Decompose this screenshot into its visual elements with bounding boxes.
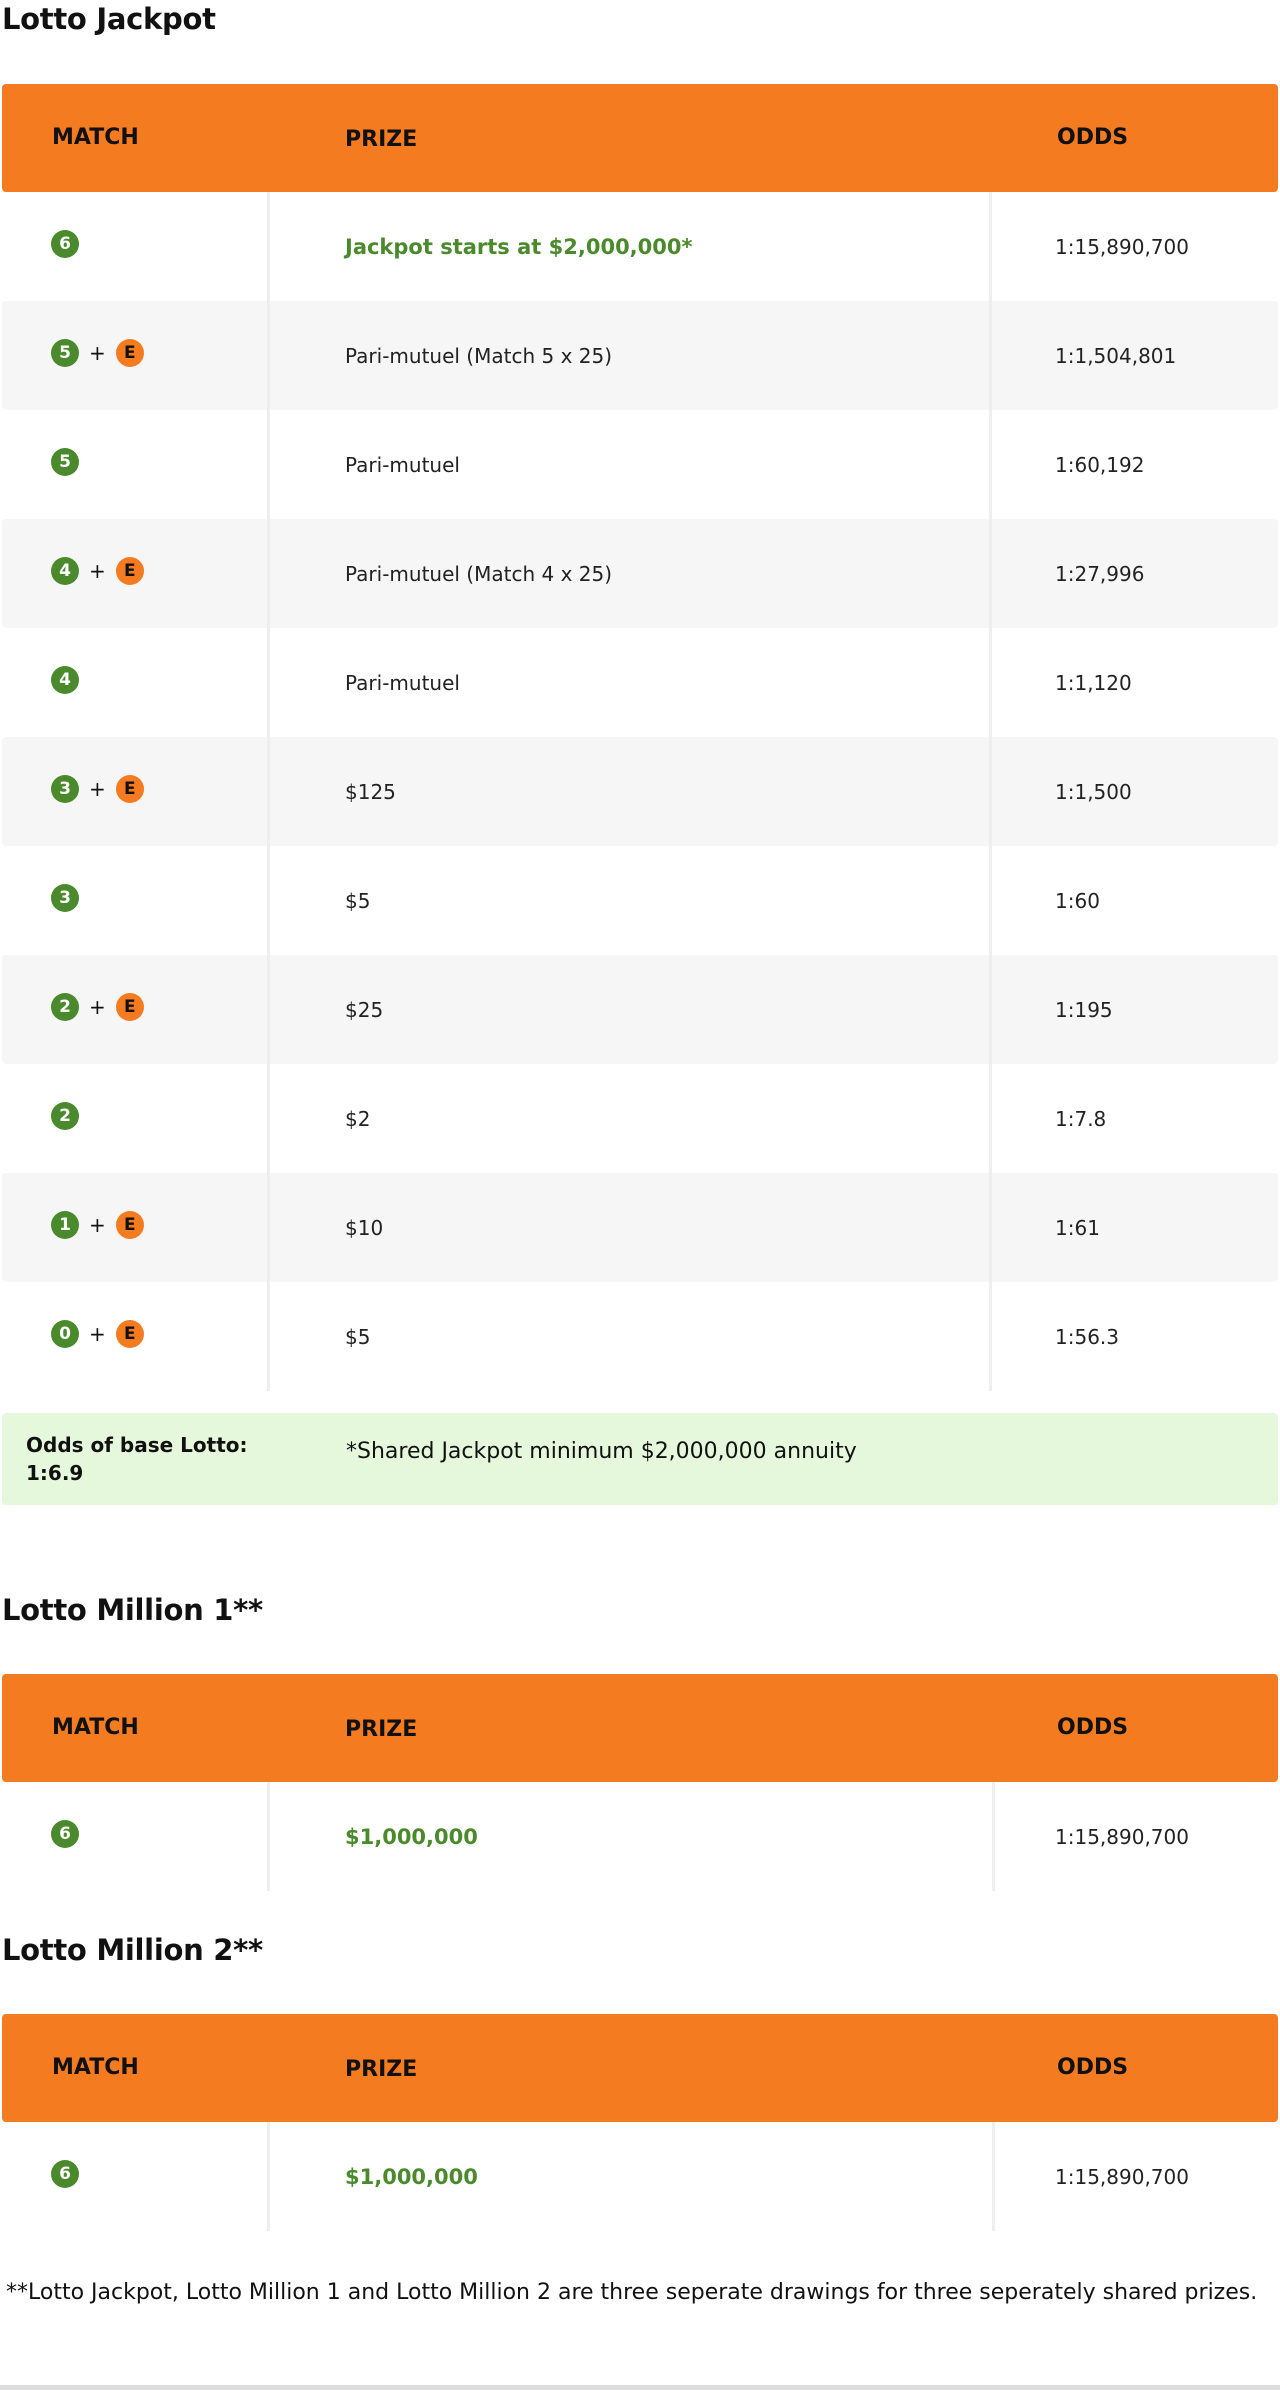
column-divider xyxy=(267,737,270,846)
extra-ball: E xyxy=(116,775,144,803)
match-cell xyxy=(51,192,79,301)
extra-ball: E xyxy=(116,1320,144,1348)
bottom-divider xyxy=(0,2385,1280,2390)
number-ball: 3 xyxy=(51,775,79,803)
prize-cell: $25 xyxy=(345,997,384,1022)
section-title-lotto-million-2: Lotto Million 2** xyxy=(2,1933,263,1967)
column-divider xyxy=(989,1282,992,1391)
column-divider xyxy=(267,192,270,301)
base-lotto-odds: Odds of base Lotto: 1:6.9 xyxy=(26,1433,248,1485)
column-divider xyxy=(267,1282,270,1391)
table-row xyxy=(2,1282,1278,1391)
number-ball: 5 xyxy=(51,339,79,367)
header-odds: ODDS xyxy=(1057,1715,1129,1740)
shared-jackpot-note: *Shared Jackpot minimum $2,000,000 annuity xyxy=(346,1439,857,1464)
prize-cell: $2 xyxy=(345,1106,371,1131)
table-row xyxy=(2,192,1278,301)
table-body xyxy=(2,192,1278,1391)
header-match: MATCH xyxy=(52,1715,139,1740)
column-divider xyxy=(267,955,270,1064)
column-divider xyxy=(989,628,992,737)
column-divider xyxy=(267,301,270,410)
column-divider xyxy=(267,1782,270,1891)
column-divider xyxy=(992,1782,995,1891)
lotto-million-2-table xyxy=(2,2014,1278,2231)
table-header xyxy=(2,1674,1278,1782)
prize-cell: $1,000,000 xyxy=(345,1824,478,1849)
table-row xyxy=(2,301,1278,410)
prize-cell: Jackpot starts at $2,000,000* xyxy=(345,234,693,259)
column-divider xyxy=(267,846,270,955)
prize-cell: Pari-mutuel xyxy=(345,452,460,477)
prize-cell: Pari-mutuel xyxy=(345,670,460,695)
column-divider xyxy=(989,846,992,955)
extra-ball: E xyxy=(116,339,144,367)
column-divider xyxy=(989,1064,992,1173)
odds-cell: 1:60,192 xyxy=(1055,452,1145,477)
odds-cell: 1:1,120 xyxy=(1055,670,1132,695)
column-divider xyxy=(989,410,992,519)
table-row xyxy=(2,628,1278,737)
header-odds: ODDS xyxy=(1057,2055,1129,2080)
match-cell xyxy=(51,2122,79,2231)
column-divider xyxy=(267,1064,270,1173)
plus-sign: + xyxy=(89,340,106,365)
odds-cell: 1:15,890,700 xyxy=(1055,2164,1189,2189)
prize-cell: Pari-mutuel (Match 4 x 25) xyxy=(345,561,613,586)
column-divider xyxy=(989,737,992,846)
number-ball: 0 xyxy=(51,1320,79,1348)
drawings-footnote: **Lotto Jackpot, Lotto Million 1 and Lotto Million 2 are three seperate drawings for three seperately shared prizes. xyxy=(6,2280,1258,2305)
extra-ball: E xyxy=(116,1211,144,1239)
column-divider xyxy=(267,628,270,737)
match-cell xyxy=(51,301,144,410)
table-row xyxy=(2,410,1278,519)
match-cell xyxy=(51,1782,79,1891)
prize-cell: $10 xyxy=(345,1215,384,1240)
number-ball: 3 xyxy=(51,884,79,912)
number-ball: 4 xyxy=(51,557,79,585)
prize-cell: $1,000,000 xyxy=(345,2164,478,2189)
match-cell xyxy=(51,519,144,628)
number-ball: 5 xyxy=(51,448,79,476)
odds-cell: 1:1,504,801 xyxy=(1055,343,1177,368)
odds-cell: 1:1,500 xyxy=(1055,779,1132,804)
number-ball: 2 xyxy=(51,993,79,1021)
column-divider xyxy=(989,955,992,1064)
odds-footer xyxy=(2,1413,1278,1505)
column-divider xyxy=(989,519,992,628)
number-ball: 6 xyxy=(51,230,79,258)
table-row xyxy=(2,846,1278,955)
extra-ball: E xyxy=(116,993,144,1021)
header-prize: PRIZE xyxy=(345,2057,418,2082)
number-ball: 6 xyxy=(51,2160,79,2188)
odds-cell: 1:27,996 xyxy=(1055,561,1145,586)
match-cell xyxy=(51,1064,79,1173)
column-divider xyxy=(267,410,270,519)
match-cell xyxy=(51,1173,144,1282)
odds-cell: 1:195 xyxy=(1055,997,1113,1022)
odds-cell: 1:7.8 xyxy=(1055,1106,1107,1131)
prize-cell: $5 xyxy=(345,888,371,913)
header-prize: PRIZE xyxy=(345,1717,418,1742)
header-match: MATCH xyxy=(52,125,139,150)
table-body xyxy=(2,1782,1278,1891)
odds-cell: 1:15,890,700 xyxy=(1055,234,1189,259)
prize-cell: $5 xyxy=(345,1324,371,1349)
table-row xyxy=(2,2122,1278,2231)
match-cell xyxy=(51,737,144,846)
column-divider xyxy=(989,301,992,410)
prize-cell: Pari-mutuel (Match 5 x 25) xyxy=(345,343,613,368)
column-divider xyxy=(267,1173,270,1282)
odds-cell: 1:15,890,700 xyxy=(1055,1824,1189,1849)
match-cell xyxy=(51,628,79,737)
extra-ball: E xyxy=(116,557,144,585)
match-cell xyxy=(51,410,79,519)
plus-sign: + xyxy=(89,1321,106,1346)
plus-sign: + xyxy=(89,1212,106,1237)
table-row xyxy=(2,1064,1278,1173)
table-row xyxy=(2,1173,1278,1282)
table-row xyxy=(2,955,1278,1064)
table-header xyxy=(2,2014,1278,2122)
odds-cell: 1:61 xyxy=(1055,1215,1100,1240)
column-divider xyxy=(989,192,992,301)
match-cell xyxy=(51,846,79,955)
odds-cell: 1:56.3 xyxy=(1055,1324,1119,1349)
odds-cell: 1:60 xyxy=(1055,888,1100,913)
number-ball: 1 xyxy=(51,1211,79,1239)
header-prize: PRIZE xyxy=(345,127,418,152)
table-body xyxy=(2,2122,1278,2231)
plus-sign: + xyxy=(89,994,106,1019)
table-row xyxy=(2,1782,1278,1891)
section-title-lotto-jackpot: Lotto Jackpot xyxy=(2,2,216,36)
number-ball: 4 xyxy=(51,666,79,694)
match-cell xyxy=(51,1282,144,1391)
prize-cell: $125 xyxy=(345,779,396,804)
header-odds: ODDS xyxy=(1057,125,1129,150)
match-cell xyxy=(51,955,144,1064)
table-row xyxy=(2,737,1278,846)
section-title-lotto-million-1: Lotto Million 1** xyxy=(2,1593,263,1627)
column-divider xyxy=(267,2122,270,2231)
plus-sign: + xyxy=(89,776,106,801)
table-row xyxy=(2,519,1278,628)
column-divider xyxy=(989,1173,992,1282)
column-divider xyxy=(267,519,270,628)
plus-sign: + xyxy=(89,558,106,583)
table-header xyxy=(2,84,1278,192)
lotto-million-1-table xyxy=(2,1674,1278,1891)
lotto-jackpot-table xyxy=(2,84,1278,1391)
number-ball: 6 xyxy=(51,1820,79,1848)
column-divider xyxy=(992,2122,995,2231)
header-match: MATCH xyxy=(52,2055,139,2080)
number-ball: 2 xyxy=(51,1102,79,1130)
